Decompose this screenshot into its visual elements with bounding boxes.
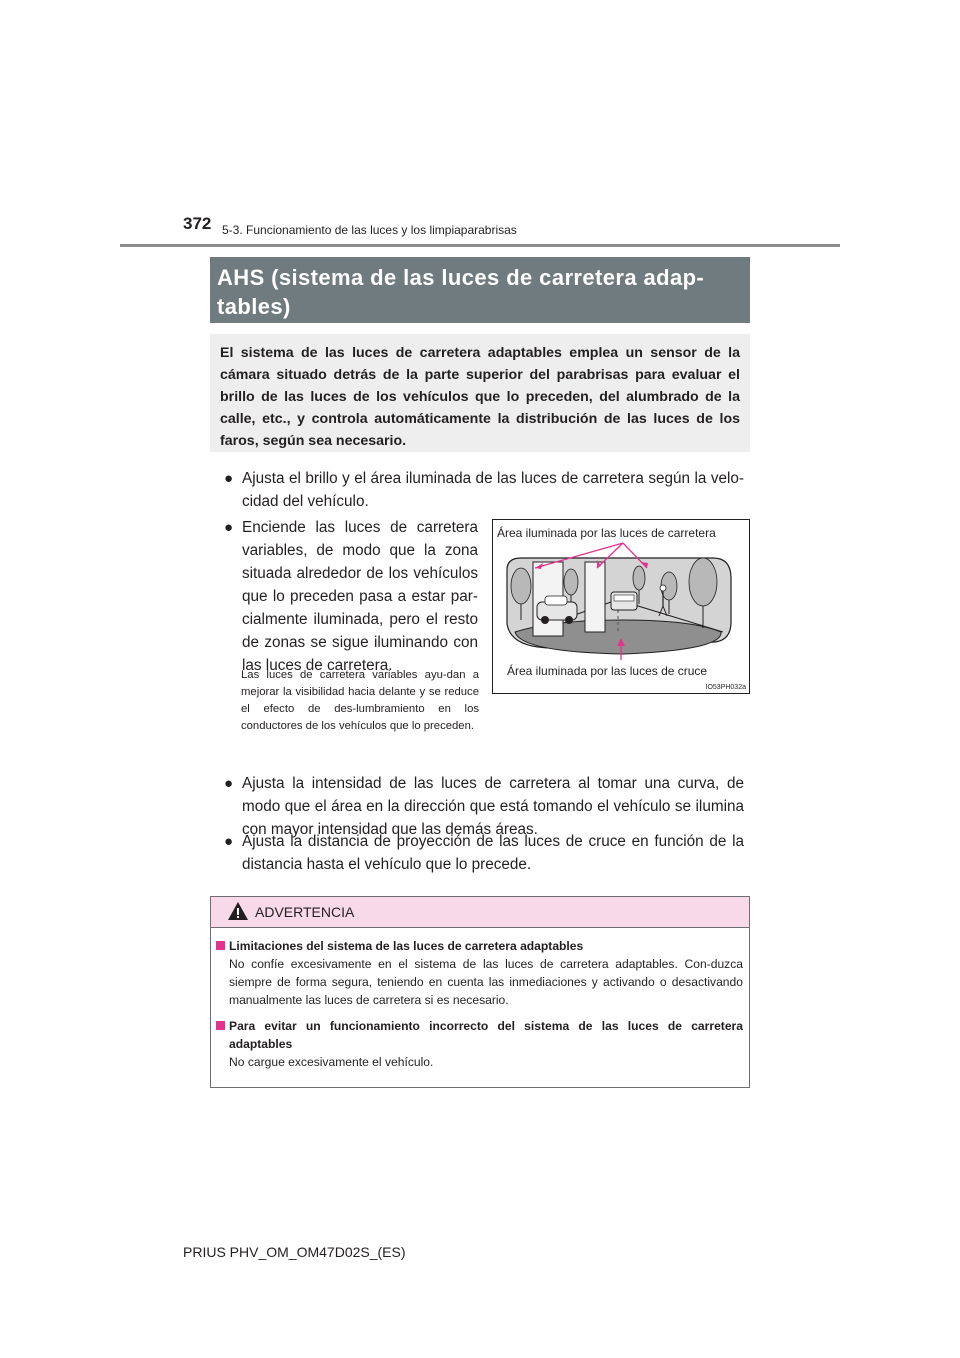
bullet-text: Ajusta el brillo y el área iluminada de las luces de carretera según la velo-cidad del vehículo. <box>242 470 744 510</box>
pink-square-icon <box>216 941 225 950</box>
bullet-text: Ajusta la distancia de proyección de las luces de cruce en función de la distancia hasta el vehículo que lo precede. <box>242 833 744 873</box>
bullet-item <box>224 467 744 513</box>
bullet-item <box>224 830 744 876</box>
warning-item-heading: Limitaciones del sistema de las luces de carretera adaptables <box>229 939 584 953</box>
intro-text: El sistema de las luces de carretera adaptables emplea un sensor de la cámara situado detrás de la parte superior del parabrisas para evaluar el brillo de las luces de los vehículos que lo preceden, del alumbrado de la calle, etc., y controla automáticamente la distribución de las luces de los faros, según sea necesario. <box>220 345 740 449</box>
bullet-text: Enciende las luces de carretera variables, de modo que la zona situada alrededor de los vehículos que lo preceden pasa a estar par-cialmente iluminada, pero el resto de zonas se sigue iluminando con las luces de carretera. <box>242 519 478 674</box>
bullet-note: Las luces de carretera variables ayu-dan a mejorar la visibilidad hacia delante y se reduce el efecto de des-lumbramiento en los conductores de los vehículos que lo preceden. <box>241 669 479 732</box>
intro-box <box>210 334 750 452</box>
section-breadcrumb: 5-3. Funcionamiento de las luces y los limpiaparabrisas <box>222 223 517 237</box>
warning-header <box>211 897 749 928</box>
section-title: AHS (sistema de las luces de carretera adap-tables) <box>217 265 705 319</box>
warning-triangle-icon <box>227 901 249 921</box>
bullet-dot-icon: ● <box>224 470 234 487</box>
bullet-dot-icon: ● <box>224 775 234 792</box>
section-title-box <box>210 257 750 323</box>
bullet-dot-icon: ● <box>224 833 234 850</box>
bullet-text: Ajusta la intensidad de las luces de carretera al tomar una curva, de modo que el área en la dirección que está tomando el vehículo se ilumina con mayor intensidad que las demás áreas. <box>242 775 744 838</box>
bullet-item <box>224 516 478 677</box>
warning-item-heading: Para evitar un funcionamiento incorrecto del sistema de las luces de carretera adaptables <box>229 1019 743 1051</box>
warning-item <box>229 1017 743 1071</box>
page-number: 372 <box>183 214 212 233</box>
warning-box <box>210 896 750 1088</box>
figure-code: IO53PH032a <box>705 684 746 691</box>
ahs-illustration <box>492 519 750 694</box>
figure-label-low-beam: Área iluminada por las luces de cruce <box>507 664 708 678</box>
footer-document-code: PRIUS PHV_OM_OM47D02S_(ES) <box>183 1244 406 1260</box>
header-divider <box>120 244 840 247</box>
figure-label-high-beam: Área iluminada por las luces de carretera <box>497 526 716 540</box>
pink-square-icon <box>216 1021 225 1030</box>
warning-item-body: No cargue excesivamente el vehículo. <box>229 1055 434 1069</box>
warning-title: ADVERTENCIA <box>255 904 355 920</box>
warning-item <box>229 937 743 1009</box>
warning-item-body: No confíe excesivamente en el sistema de las luces de carretera adaptables. Con-duzca siempre de forma segura, teniendo en cuenta las inmediaciones y activando o desactivando manualmente las luces de carretera si es necesario. <box>229 957 743 1007</box>
bullet-dot-icon: ● <box>224 519 234 536</box>
